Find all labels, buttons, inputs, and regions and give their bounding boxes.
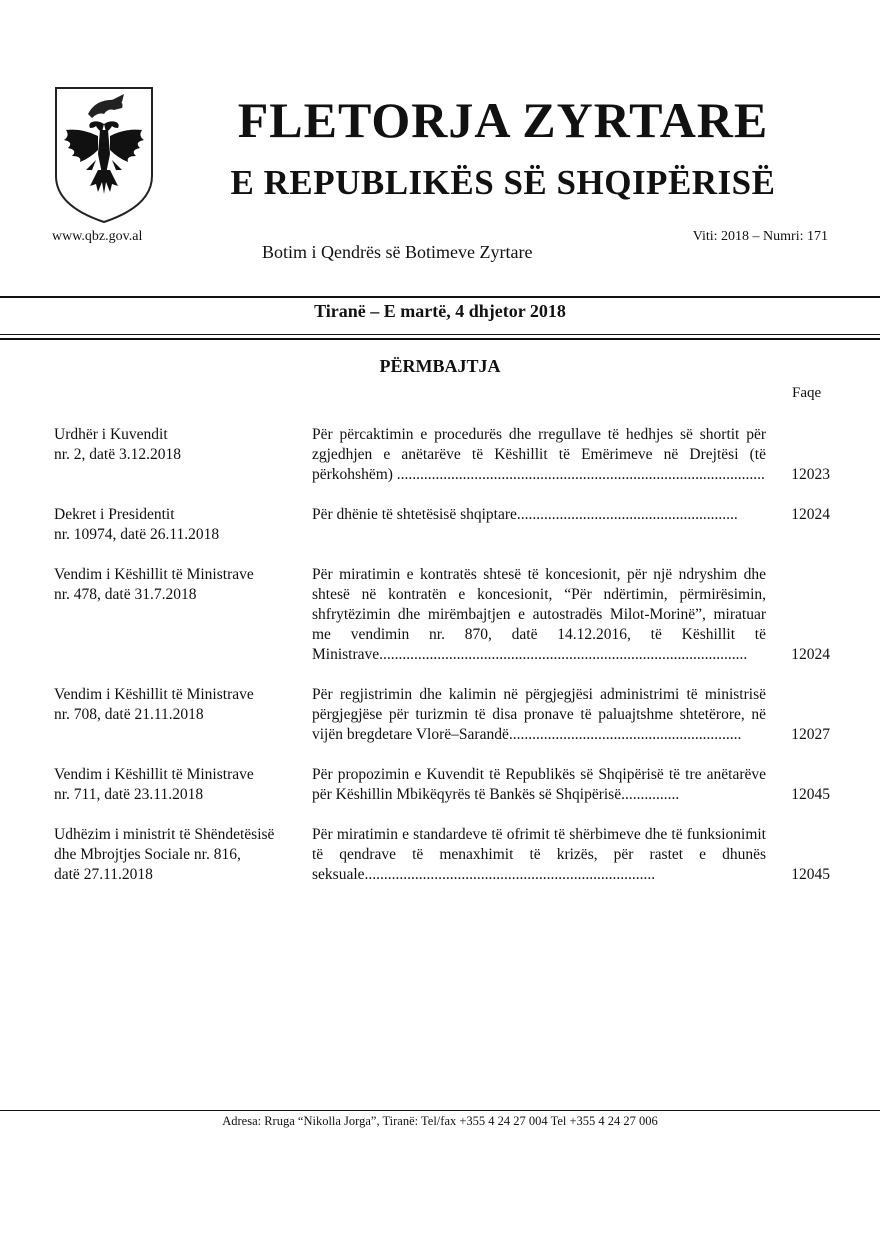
toc-issuer: Vendim i Këshillit të Ministrave nr. 478, datë 31.7.2018 <box>54 566 254 603</box>
toc-entry[interactable] <box>54 765 830 805</box>
date-rule-thick <box>0 338 880 340</box>
date-rule-thin <box>0 334 880 335</box>
toc-description: Për dhënie të shtetësisë shqiptare......................................................... <box>312 506 738 523</box>
toc-issuer: Udhëzim i ministrit të Shëndetësisë dhe Mbrojtjes Sociale nr. 816, datë 27.11.2018 <box>54 826 275 883</box>
toc-issuer: Dekret i Presidentit nr. 10974, datë 26.11.2018 <box>54 506 220 543</box>
toc-page-number: 12024 <box>791 646 830 663</box>
toc-description: Për regjistrimin dhe kalimin në përgjegjësi administrimi të ministrisë përgjegjëse për turizmin të disa pronave të paluajtshme shtetërore, në vijën bregdetare Vlorë–Sarandë............................................................ <box>312 686 766 743</box>
toc-entry[interactable] <box>54 825 830 885</box>
toc-issuer: Urdhër i Kuvendit nr. 2, datë 3.12.2018 <box>54 426 181 463</box>
toc-page-number: 12023 <box>791 466 830 483</box>
header-rule <box>0 296 880 298</box>
footer-address: Adresa: Rruga “Nikolla Jorga”, Tiranë: Tel/fax +355 4 24 27 004 Tel +355 4 24 27 006 <box>222 1114 658 1128</box>
toc-issuer: Vendim i Këshillit të Ministrave nr. 711, datë 23.11.2018 <box>54 766 254 803</box>
gazette-title: FLETORJA ZYRTARE <box>237 92 769 148</box>
toc-page-number: 12045 <box>791 786 830 803</box>
issue-date: Tiranë – E martë, 4 dhjetor 2018 <box>314 301 566 321</box>
toc-entry[interactable] <box>54 425 830 485</box>
toc-issuer: Vendim i Këshillit të Ministrave nr. 708, datë 21.11.2018 <box>54 686 254 723</box>
toc-entry[interactable] <box>54 685 830 745</box>
publisher-line: Botim i Qendrës së Botimeve Zyrtare <box>262 242 533 262</box>
albanian-eagle-icon <box>52 84 156 226</box>
table-of-contents <box>54 425 830 905</box>
toc-description: Për miratimin e kontratës shtesë të koncesionit, për një ndryshim dhe shtesë në kontratën e koncesionit, “Për ndërtimin, përmirësimin, shfrytëzimin dhe mirëmbajtjen e autostradës Milot-Morinë”, miratuar me vendimin nr. 870, datë 14.12.2016, të Këshillit të Ministrave............................................................................................... <box>312 566 766 663</box>
toc-description: Për propozimin e Kuvendit të Republikës së Shqipërisë të tre anëtarëve për Këshillin Mbikëqyrës të Bankës së Shqipërisë............... <box>312 766 766 803</box>
toc-page-number: 12027 <box>791 726 830 743</box>
website-link[interactable]: www.qbz.gov.al <box>52 229 143 244</box>
toc-title: PËRMBAJTJA <box>379 356 501 376</box>
footer-rule <box>0 1110 880 1111</box>
toc-page-header: Faqe <box>792 385 822 401</box>
issue-number: Viti: 2018 – Numri: 171 <box>692 229 828 244</box>
toc-entry[interactable] <box>54 505 830 545</box>
toc-entry[interactable] <box>54 565 830 665</box>
toc-page-number: 12024 <box>791 506 830 523</box>
toc-page-number: 12045 <box>791 866 830 883</box>
toc-description: Për miratimin e standardeve të ofrimit të shërbimeve dhe të funksionimit të qendrave të menaxhimit të krizës, për rastet e dhunës seksuale........................................................................... <box>312 826 766 883</box>
toc-description: Për përcaktimin e procedurës dhe rregullave të hedhjes së shortit për zgjedhjen e anëtarëve të Këshillit të Emërimeve në Drejtësi (të përkohshëm) ............................................................................................... <box>312 426 766 483</box>
gazette-subtitle: E REPUBLIKËS SË SHQIPËRISË <box>230 163 776 202</box>
